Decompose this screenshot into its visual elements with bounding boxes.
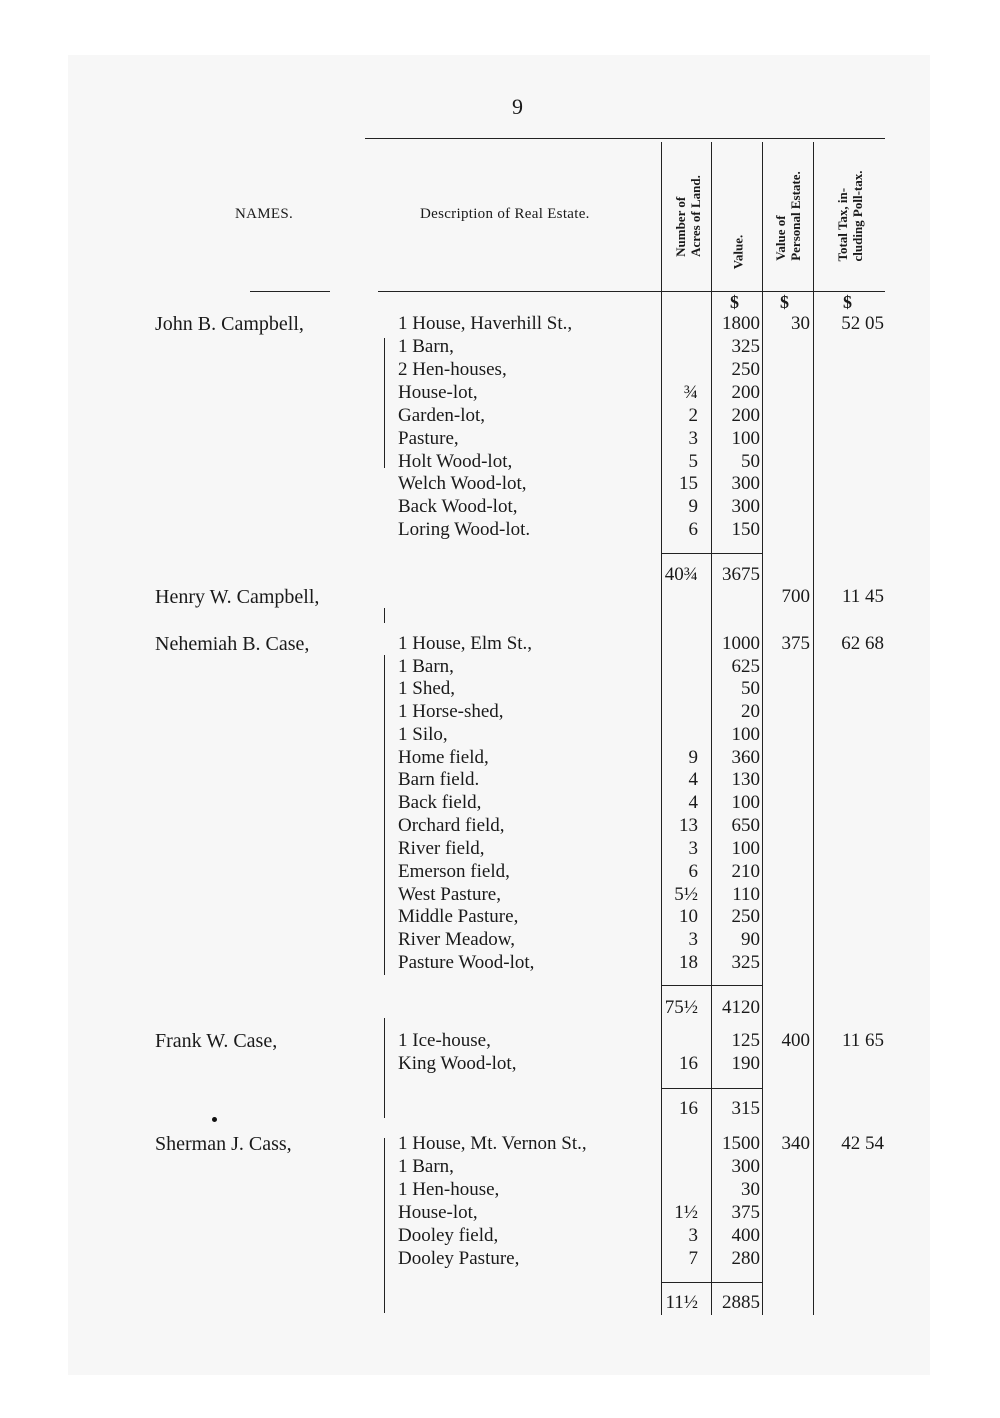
row-26-acres: 18 bbox=[679, 952, 698, 973]
description-rule-3 bbox=[384, 655, 385, 975]
row-30-acres: 16 bbox=[679, 1098, 698, 1119]
row-36-value: 280 bbox=[731, 1248, 760, 1269]
row-5-desc: Pasture, bbox=[398, 428, 459, 449]
row-27-acres: 75½ bbox=[664, 997, 698, 1018]
row-23-value: 110 bbox=[732, 884, 760, 905]
row-28-name: Frank W. Case, bbox=[155, 1030, 278, 1052]
row-24-desc: Middle Pasture, bbox=[398, 906, 519, 927]
row-24-value: 250 bbox=[731, 906, 760, 927]
total-tax-header: Total Tax, in- cluding Poll-tax. bbox=[835, 170, 865, 262]
row-34-value: 375 bbox=[731, 1202, 760, 1223]
row-0-tax: 52 05 bbox=[841, 313, 884, 334]
row-28-value: 125 bbox=[731, 1030, 760, 1051]
row-7-acres: 15 bbox=[679, 473, 698, 494]
row-26-desc: Pasture Wood-lot, bbox=[398, 952, 535, 973]
row-31-value: 1500 bbox=[722, 1133, 760, 1154]
row-34-acres: 1½ bbox=[674, 1202, 698, 1223]
row-35-value: 400 bbox=[731, 1225, 760, 1246]
row-6-value: 50 bbox=[741, 451, 760, 472]
row-25-value: 90 bbox=[741, 929, 760, 950]
row-17-desc: Home field, bbox=[398, 747, 489, 768]
row-16-desc: 1 Silo, bbox=[398, 724, 448, 745]
description-rule-4 bbox=[384, 1018, 385, 1118]
row-13-value: 625 bbox=[731, 656, 760, 677]
row-25-acres: 3 bbox=[688, 929, 698, 950]
row-31-name: Sherman J. Cass, bbox=[155, 1133, 292, 1155]
row-11-personal: 700 bbox=[781, 586, 810, 607]
row-31-personal: 340 bbox=[781, 1133, 810, 1154]
row-0-value: 1800 bbox=[722, 313, 760, 334]
header-bottom-rule-names bbox=[250, 291, 330, 292]
row-19-acres: 4 bbox=[688, 792, 698, 813]
row-12-tax: 62 68 bbox=[841, 633, 884, 654]
row-12-personal: 375 bbox=[781, 633, 810, 654]
subtotal-rule-case bbox=[662, 985, 762, 986]
row-14-desc: 1 Shed, bbox=[398, 678, 455, 699]
description-rule-2 bbox=[384, 608, 385, 623]
row-2-desc: 2 Hen-houses, bbox=[398, 359, 507, 380]
stray-dot bbox=[212, 1117, 217, 1122]
row-0-desc: 1 House, Haverhill St., bbox=[398, 313, 573, 334]
row-21-desc: River field, bbox=[398, 838, 485, 859]
acres-header: Number of Acres of Land. bbox=[673, 175, 703, 257]
row-0-personal: 30 bbox=[791, 313, 810, 334]
row-13-desc: 1 Barn, bbox=[398, 656, 454, 677]
row-20-desc: Orchard field, bbox=[398, 815, 505, 836]
row-10-acres: 40¾ bbox=[664, 564, 698, 585]
row-15-desc: 1 Horse-shed, bbox=[398, 701, 504, 722]
row-8-value: 300 bbox=[731, 496, 760, 517]
row-17-acres: 9 bbox=[688, 747, 698, 768]
row-29-value: 190 bbox=[731, 1053, 760, 1074]
row-4-acres: 2 bbox=[688, 405, 698, 426]
row-29-desc: King Wood-lot, bbox=[398, 1053, 517, 1074]
row-37-value: 2885 bbox=[722, 1292, 760, 1313]
row-6-acres: 5 bbox=[688, 451, 698, 472]
row-24-acres: 10 bbox=[679, 906, 698, 927]
row-3-value: 200 bbox=[731, 382, 760, 403]
row-6-desc: Holt Wood-lot, bbox=[398, 451, 513, 472]
row-20-value: 650 bbox=[731, 815, 760, 836]
row-31-tax: 42 54 bbox=[841, 1133, 884, 1154]
row-22-value: 210 bbox=[731, 861, 760, 882]
row-18-value: 130 bbox=[731, 769, 760, 790]
row-27-value: 4120 bbox=[722, 997, 760, 1018]
row-19-desc: Back field, bbox=[398, 792, 482, 813]
row-1-value: 325 bbox=[731, 336, 760, 357]
row-23-acres: 5½ bbox=[674, 884, 698, 905]
row-15-value: 20 bbox=[741, 701, 760, 722]
row-22-desc: Emerson field, bbox=[398, 861, 510, 882]
header-top-rule bbox=[365, 138, 885, 139]
row-37-acres: 11½ bbox=[665, 1292, 698, 1313]
row-3-desc: House-lot, bbox=[398, 382, 478, 403]
row-12-value: 1000 bbox=[722, 633, 760, 654]
row-14-value: 50 bbox=[741, 678, 760, 699]
row-30-value: 315 bbox=[731, 1098, 760, 1119]
description-rule-1 bbox=[384, 338, 385, 468]
row-28-personal: 400 bbox=[781, 1030, 810, 1051]
row-7-value: 300 bbox=[731, 473, 760, 494]
row-31-desc: 1 House, Mt. Vernon St., bbox=[398, 1133, 587, 1154]
row-9-value: 150 bbox=[731, 519, 760, 540]
row-8-desc: Back Wood-lot, bbox=[398, 496, 518, 517]
row-12-name: Nehemiah B. Case, bbox=[155, 633, 310, 655]
row-22-acres: 6 bbox=[688, 861, 698, 882]
row-29-acres: 16 bbox=[679, 1053, 698, 1074]
dollar-sign-value: $ bbox=[730, 292, 739, 312]
row-9-desc: Loring Wood-lot. bbox=[398, 519, 531, 540]
description-rule-5 bbox=[384, 1138, 385, 1313]
row-5-acres: 3 bbox=[688, 428, 698, 449]
row-19-value: 100 bbox=[731, 792, 760, 813]
subtotal-rule-cass bbox=[662, 1282, 762, 1283]
row-9-acres: 6 bbox=[688, 519, 698, 540]
names-header: NAMES. bbox=[235, 206, 294, 222]
row-18-acres: 4 bbox=[688, 769, 698, 790]
row-12-desc: 1 House, Elm St., bbox=[398, 633, 533, 654]
value-header: Value. bbox=[730, 234, 746, 270]
row-36-acres: 7 bbox=[688, 1248, 698, 1269]
row-34-desc: House-lot, bbox=[398, 1202, 478, 1223]
row-25-desc: River Meadow, bbox=[398, 929, 515, 950]
dollar-sign-personal: $ bbox=[780, 292, 789, 312]
subtotal-rule-campbell bbox=[662, 553, 762, 554]
row-32-desc: 1 Barn, bbox=[398, 1156, 454, 1177]
row-35-desc: Dooley field, bbox=[398, 1225, 499, 1246]
row-4-value: 200 bbox=[731, 405, 760, 426]
dollar-sign-tax: $ bbox=[843, 292, 852, 312]
row-26-value: 325 bbox=[731, 952, 760, 973]
column-rule-acres-left bbox=[661, 142, 662, 1315]
subtotal-rule-frank-case bbox=[662, 1088, 762, 1089]
row-36-desc: Dooley Pasture, bbox=[398, 1248, 520, 1269]
page-number: 9 bbox=[512, 94, 523, 119]
row-17-value: 360 bbox=[731, 747, 760, 768]
header-bottom-rule bbox=[378, 291, 885, 292]
row-35-acres: 3 bbox=[688, 1225, 698, 1246]
description-header: Description of Real Estate. bbox=[420, 206, 590, 222]
row-5-value: 100 bbox=[731, 428, 760, 449]
row-2-value: 250 bbox=[731, 359, 760, 380]
personal-estate-header: Value of Personal Estate. bbox=[773, 171, 803, 261]
row-18-desc: Barn field. bbox=[398, 769, 480, 790]
row-23-desc: West Pasture, bbox=[398, 884, 501, 905]
row-1-desc: 1 Barn, bbox=[398, 336, 454, 357]
row-0-name: John B. Campbell, bbox=[155, 313, 304, 335]
row-3-acres: ¾ bbox=[683, 382, 698, 403]
row-32-value: 300 bbox=[731, 1156, 760, 1177]
row-7-desc: Welch Wood-lot, bbox=[398, 473, 527, 494]
row-20-acres: 13 bbox=[679, 815, 698, 836]
row-11-name: Henry W. Campbell, bbox=[155, 586, 320, 608]
row-33-desc: 1 Hen-house, bbox=[398, 1179, 500, 1200]
row-28-desc: 1 Ice-house, bbox=[398, 1030, 491, 1051]
row-4-desc: Garden-lot, bbox=[398, 405, 486, 426]
row-8-acres: 9 bbox=[688, 496, 698, 517]
row-21-acres: 3 bbox=[688, 838, 698, 859]
row-16-value: 100 bbox=[731, 724, 760, 745]
row-33-value: 30 bbox=[741, 1179, 760, 1200]
row-10-value: 3675 bbox=[722, 564, 760, 585]
row-11-tax: 11 45 bbox=[841, 586, 884, 607]
row-28-tax: 11 65 bbox=[841, 1030, 884, 1051]
row-21-value: 100 bbox=[731, 838, 760, 859]
